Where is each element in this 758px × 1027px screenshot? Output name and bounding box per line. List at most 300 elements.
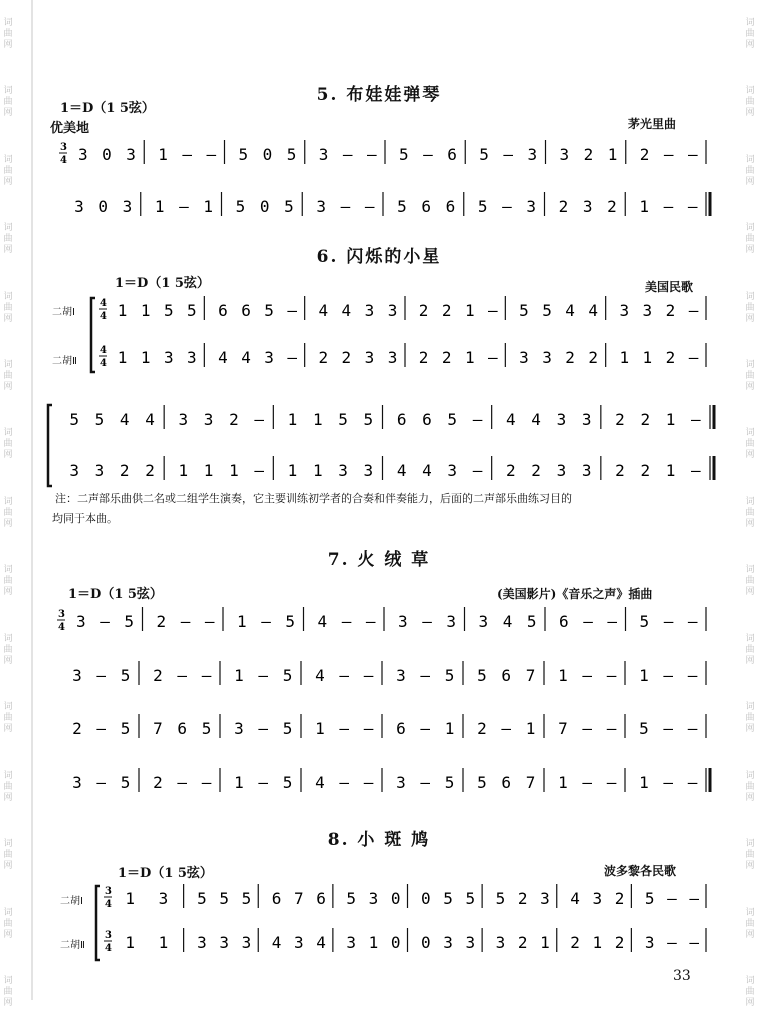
time-signature-bottom: 4	[100, 311, 107, 322]
score-note: 2	[640, 461, 651, 480]
score-note: 3	[363, 461, 374, 480]
score-note: 1	[125, 889, 135, 908]
score-note: 2	[418, 301, 429, 320]
score-note: –	[663, 719, 674, 738]
score-note: –	[663, 197, 674, 216]
score-note: 3	[556, 461, 567, 480]
score-note: –	[341, 612, 352, 631]
score-note: –	[201, 666, 212, 685]
score-note: 1	[287, 410, 298, 429]
score-note: 4	[396, 461, 407, 480]
score-note: –	[687, 719, 698, 738]
score-note: –	[204, 612, 215, 631]
score-note: –	[606, 773, 617, 792]
score-note: 3	[294, 933, 304, 952]
score-note: 1	[315, 719, 325, 738]
score-note: 1	[229, 461, 239, 480]
score-note: 3	[72, 666, 82, 685]
score-note: 7	[525, 773, 536, 792]
score-note: 3	[187, 348, 197, 367]
watermark-text: 词 曲 网	[3, 565, 13, 598]
score-note: 5	[363, 410, 374, 429]
score-note: 3	[338, 461, 348, 480]
score-note: 5	[69, 410, 79, 429]
watermark-text: 词 曲 网	[745, 359, 755, 392]
score-note: 5	[639, 612, 650, 631]
score-note: –	[687, 612, 698, 631]
score-note: 3	[581, 461, 592, 480]
score-note: 5	[201, 719, 212, 738]
score-note: 3	[443, 933, 453, 952]
score-note: 3	[592, 889, 603, 908]
time-signature-top: 3	[105, 930, 112, 941]
score-note: 2	[588, 348, 598, 367]
score-note: 2	[341, 348, 352, 367]
score-note: 5	[285, 612, 296, 631]
score-note: 2	[665, 348, 676, 367]
score-note: 3	[526, 197, 536, 216]
score-note: 4	[318, 301, 329, 320]
score-note: 4	[588, 301, 598, 320]
score-note: 2	[153, 773, 163, 792]
score-note: 7	[558, 719, 568, 738]
watermark-text: 词 曲 网	[3, 907, 13, 940]
score-note: –	[339, 666, 350, 685]
score-note: 2	[119, 461, 130, 480]
score-note: 1	[234, 666, 244, 685]
score-note: 0	[102, 145, 112, 164]
score-note: –	[607, 612, 618, 631]
score-note: –	[663, 773, 674, 792]
score-note: 1	[639, 773, 649, 792]
score-note: 2	[607, 197, 617, 216]
watermark-text: 词 曲 网	[3, 428, 13, 461]
composer: 美国民歌	[645, 280, 694, 294]
score-note: 3	[540, 889, 550, 908]
score-note: –	[472, 461, 483, 480]
watermark-text: 词 曲 网	[3, 702, 13, 735]
key-signature: 1＝D（1 5弦）	[115, 276, 210, 291]
score-note: 4	[565, 301, 575, 320]
score-note: 1	[558, 666, 568, 685]
score-note: 1	[540, 933, 550, 952]
score-note: 2	[570, 933, 580, 952]
score-note: 1	[464, 348, 475, 367]
score-note: –	[100, 612, 110, 631]
score-note: 2	[441, 348, 452, 367]
score-note: –	[363, 719, 374, 738]
score-note: 5	[187, 301, 197, 320]
score-note: 5	[519, 301, 529, 320]
score-note: 7	[294, 889, 304, 908]
score-note: 3	[478, 612, 489, 631]
score-note: 3	[69, 461, 79, 480]
score-note: 5	[477, 666, 487, 685]
score-note: 3	[542, 348, 552, 367]
score-note: –	[258, 719, 269, 738]
watermark-text: 词 曲 网	[3, 496, 13, 529]
score-note: 4	[317, 612, 328, 631]
score-note: 2	[558, 197, 569, 216]
score-note: 0	[421, 933, 431, 952]
score-note: 1	[140, 301, 151, 320]
time-signature-bottom: 4	[100, 358, 107, 369]
score-note: 6	[421, 197, 431, 216]
score-note: 2	[640, 410, 651, 429]
score-note: 3	[346, 933, 357, 952]
score-note: 4	[422, 461, 432, 480]
time-signature-bottom: 4	[60, 155, 67, 166]
score-note: 1	[619, 348, 630, 367]
score-note: 0	[390, 889, 401, 908]
score-note: 2	[583, 145, 594, 164]
score-note: 3	[316, 197, 326, 216]
watermark-text: 词 曲 网	[745, 291, 755, 324]
piece-title: 8. 小 斑 鸠	[327, 830, 431, 850]
piece-title: 7. 火 绒 草	[327, 550, 431, 570]
score-note: –	[365, 612, 376, 631]
score-note: 2	[517, 889, 528, 908]
score-note: –	[96, 773, 107, 792]
score-note: 3	[644, 933, 655, 952]
part-label: 二胡Ⅰ	[60, 896, 83, 907]
score-note: 6	[177, 719, 188, 738]
score-note: 5	[443, 889, 453, 908]
score-note: 5	[282, 773, 293, 792]
score-note: 3	[203, 410, 214, 429]
watermark-text: 词 曲 网	[3, 770, 13, 803]
score-note: 3	[74, 197, 84, 216]
score-note: 4	[531, 410, 541, 429]
watermark-text: 词 曲 网	[3, 359, 13, 392]
key-signature: 1＝D（1 5弦）	[60, 101, 155, 116]
score-note: –	[488, 348, 498, 367]
score-note: 2	[441, 301, 452, 320]
time-signature-top: 3	[105, 886, 112, 897]
score-note: 5	[444, 773, 455, 792]
score-note: 7	[153, 719, 163, 738]
watermark-text: 词 曲 网	[3, 86, 13, 119]
score-note: –	[363, 666, 374, 685]
score-note: 4	[502, 612, 513, 631]
score-note: 1	[158, 145, 168, 164]
score-note: 1	[444, 719, 455, 738]
score-note: 6	[422, 410, 432, 429]
score-note: 5	[465, 889, 476, 908]
score-note: 4	[218, 348, 228, 367]
score-note: 5	[399, 145, 409, 164]
score-note: –	[423, 145, 433, 164]
score-note: 4	[119, 410, 130, 429]
score-note: 5	[120, 666, 131, 685]
score-note: 4	[315, 773, 325, 792]
score-note: 3	[234, 719, 244, 738]
score-note: 2	[477, 719, 487, 738]
score-note: 3	[364, 348, 375, 367]
score-note: –	[687, 773, 698, 792]
score-note: 3	[158, 889, 169, 908]
watermark-text: 词 曲 网	[3, 17, 13, 50]
score-note: –	[364, 197, 375, 216]
score-note: 3	[398, 612, 408, 631]
score-note: 2	[565, 348, 575, 367]
key-signature: 1＝D（1 5弦）	[68, 587, 163, 602]
score-note: –	[422, 612, 432, 631]
score-note: –	[420, 666, 431, 685]
score-note: 1	[237, 612, 247, 631]
watermark-text: 词 曲 网	[745, 633, 755, 666]
score-note: –	[420, 773, 431, 792]
score-note: 2	[639, 145, 650, 164]
piece-title: 5. 布娃娃弹琴	[316, 85, 442, 105]
score-note: 5	[338, 410, 348, 429]
score-note: 3	[364, 301, 375, 320]
score-note: –	[689, 889, 699, 908]
watermark-text: 词 曲 网	[745, 839, 755, 872]
part-label: 二胡Ⅱ	[52, 356, 77, 367]
score-note: –	[667, 933, 677, 952]
score-note: 3	[126, 145, 136, 164]
score-note: 5	[238, 145, 249, 164]
score-note: –	[688, 301, 699, 320]
time-signature-bottom: 4	[105, 899, 112, 910]
score-note: 3	[241, 933, 252, 952]
watermark-text: 词 曲 网	[745, 976, 755, 1009]
watermark-text: 词 曲 网	[745, 223, 755, 256]
watermark-text: 词 曲 网	[3, 839, 13, 872]
score-note: 5	[197, 889, 207, 908]
score-note: 3	[318, 145, 329, 164]
score-note: –	[258, 666, 269, 685]
score-note: 4	[505, 410, 516, 429]
score-note: 2	[318, 348, 329, 367]
score-note: –	[688, 348, 699, 367]
page-number: 33	[673, 968, 691, 984]
score-note: –	[606, 666, 617, 685]
score-note: 5	[346, 889, 357, 908]
score-note: 5	[639, 719, 649, 738]
score-note: 0	[262, 145, 273, 164]
score-note: 3	[387, 301, 398, 320]
watermark-text: 词 曲 网	[745, 154, 755, 187]
watermark-text: 词 曲 网	[745, 702, 755, 735]
score-note: 1	[592, 933, 603, 952]
score-note: 3	[78, 145, 88, 164]
composer: 茅光里曲	[628, 117, 677, 131]
score-note: –	[420, 719, 431, 738]
tempo-marking: 优美地	[50, 121, 90, 136]
score-note: 4	[271, 933, 282, 952]
footnote-line: 均同于本曲。	[52, 512, 118, 525]
watermark-text: 词 曲 网	[745, 907, 755, 940]
score-note: 5	[120, 773, 131, 792]
score-note: –	[691, 461, 701, 480]
score-note: –	[177, 773, 188, 792]
score-note: 1	[287, 461, 298, 480]
score-note: 1	[558, 773, 568, 792]
score-note: 3	[396, 666, 406, 685]
score-note: –	[287, 348, 297, 367]
score-note: –	[582, 719, 593, 738]
score-note: 5	[286, 145, 297, 164]
composer: 波多黎各民歌	[604, 864, 677, 878]
footnote-line: 注：二声部乐曲供二名或二组学生演奏，它主要训练初学者的合奏和伴奏能力，后面的二声部乐曲练习目的	[55, 492, 572, 505]
score-note: 3	[163, 348, 174, 367]
score-note: 1	[203, 461, 214, 480]
score-note: 3	[581, 410, 592, 429]
score-note: 1	[158, 933, 169, 952]
score-note: 6	[241, 301, 251, 320]
score-note: –	[582, 666, 593, 685]
score-note: –	[254, 461, 265, 480]
score-note: –	[363, 773, 374, 792]
score-note: 5	[495, 889, 506, 908]
score-note: 5	[397, 197, 407, 216]
score-note: 5	[124, 612, 135, 631]
score-note: –	[606, 719, 617, 738]
watermark-text: 词 曲 网	[3, 154, 13, 187]
score-note: 2	[615, 410, 625, 429]
score-note: –	[689, 933, 699, 952]
score-note: 2	[517, 933, 528, 952]
score-note: 3	[264, 348, 274, 367]
score-note: –	[179, 197, 189, 216]
score-note: –	[340, 197, 351, 216]
score-note: 2	[615, 461, 625, 480]
score-note: 1	[312, 461, 323, 480]
time-signature-top: 3	[58, 609, 65, 620]
score-note: 0	[259, 197, 270, 216]
score-note: –	[258, 773, 269, 792]
score-note: 0	[98, 197, 108, 216]
score-note: 4	[145, 410, 155, 429]
score-note: –	[261, 612, 271, 631]
score-note: 5	[264, 301, 274, 320]
score-note: –	[663, 145, 674, 164]
score-note: 5	[235, 197, 246, 216]
time-signature-top: 4	[100, 345, 107, 356]
score-note: 4	[316, 933, 326, 952]
score-note: 3	[642, 301, 653, 320]
score-note: –	[583, 612, 593, 631]
time-signature-bottom: 4	[58, 622, 65, 633]
score-note: –	[182, 145, 192, 164]
score-note: 1	[178, 461, 189, 480]
score-note: –	[254, 410, 265, 429]
score-note: 4	[241, 348, 251, 367]
score-note: 6	[218, 301, 228, 320]
watermark-text: 词 曲 网	[745, 496, 755, 529]
key-signature: 1＝D（1 5弦）	[118, 866, 213, 881]
score-note: 3	[219, 933, 230, 952]
score-note: 0	[390, 933, 401, 952]
score-note: 3	[527, 145, 538, 164]
score-note: –	[177, 666, 188, 685]
score-note: –	[663, 666, 674, 685]
score-note: 5	[219, 889, 230, 908]
score-note: 1	[665, 410, 676, 429]
score-note: 4	[570, 889, 580, 908]
score-note: 1	[203, 197, 213, 216]
score-note: 1	[154, 197, 165, 216]
score-note: 5	[282, 719, 293, 738]
score-note: 2	[145, 461, 155, 480]
watermark-text: 词 曲 网	[745, 770, 755, 803]
score-note: 4	[315, 666, 325, 685]
composer: (美国影片)《音乐之声》插曲	[497, 587, 653, 601]
watermark-text: 词 曲 网	[745, 565, 755, 598]
score-note: 1	[642, 348, 653, 367]
score-note: 2	[153, 666, 163, 685]
score-note: 1	[665, 461, 676, 480]
score-note: 2	[418, 348, 429, 367]
score-note: 6	[396, 410, 407, 429]
score-note: 5	[94, 410, 105, 429]
score-note: –	[488, 301, 498, 320]
score-note: –	[663, 612, 674, 631]
score-note: 3	[495, 933, 506, 952]
score-note: –	[667, 889, 677, 908]
score-note: –	[339, 719, 350, 738]
score-note: 1	[117, 301, 128, 320]
time-signature-top: 3	[60, 142, 67, 153]
score-note: 6	[316, 889, 326, 908]
score-note: 3	[178, 410, 189, 429]
score-note: 3	[447, 461, 458, 480]
score-note: –	[201, 773, 212, 792]
score-note: 3	[368, 889, 379, 908]
score-note: –	[687, 666, 698, 685]
score-note: –	[582, 773, 593, 792]
score-note: –	[287, 301, 297, 320]
score-note: –	[180, 612, 191, 631]
score-note: 5	[282, 666, 293, 685]
score-note: 5	[447, 410, 458, 429]
score-note: 6	[396, 719, 406, 738]
score-note: 4	[341, 301, 352, 320]
score-note: 6	[271, 889, 282, 908]
score-note: 2	[665, 301, 676, 320]
piece-title: 6. 闪烁的小星	[316, 247, 442, 267]
watermark-text: 词 曲 网	[745, 428, 755, 461]
score-note: 3	[396, 773, 406, 792]
score-note: 3	[619, 301, 630, 320]
score-note: 3	[519, 348, 529, 367]
score-note: 2	[72, 719, 82, 738]
score-note: –	[691, 410, 701, 429]
watermark-text: 词 曲 网	[3, 291, 13, 324]
score-note: –	[206, 145, 217, 164]
score-note: 3	[465, 933, 476, 952]
score-note: 2	[531, 461, 541, 480]
part-label: 二胡Ⅱ	[60, 940, 85, 951]
score-note: 1	[525, 719, 536, 738]
score-note: 3	[94, 461, 105, 480]
score-note: 5	[241, 889, 252, 908]
score-note: 1	[368, 933, 379, 952]
score-note: –	[366, 145, 377, 164]
score-note: 1	[117, 348, 128, 367]
score-note: 6	[501, 666, 512, 685]
score-note: 2	[156, 612, 167, 631]
score-note: –	[687, 197, 698, 216]
score-note: 1	[140, 348, 151, 367]
score-note: 3	[122, 197, 133, 216]
score-note: –	[502, 197, 512, 216]
score-note: 3	[72, 773, 82, 792]
watermark-text: 词 曲 网	[3, 633, 13, 666]
score-note: –	[96, 719, 107, 738]
